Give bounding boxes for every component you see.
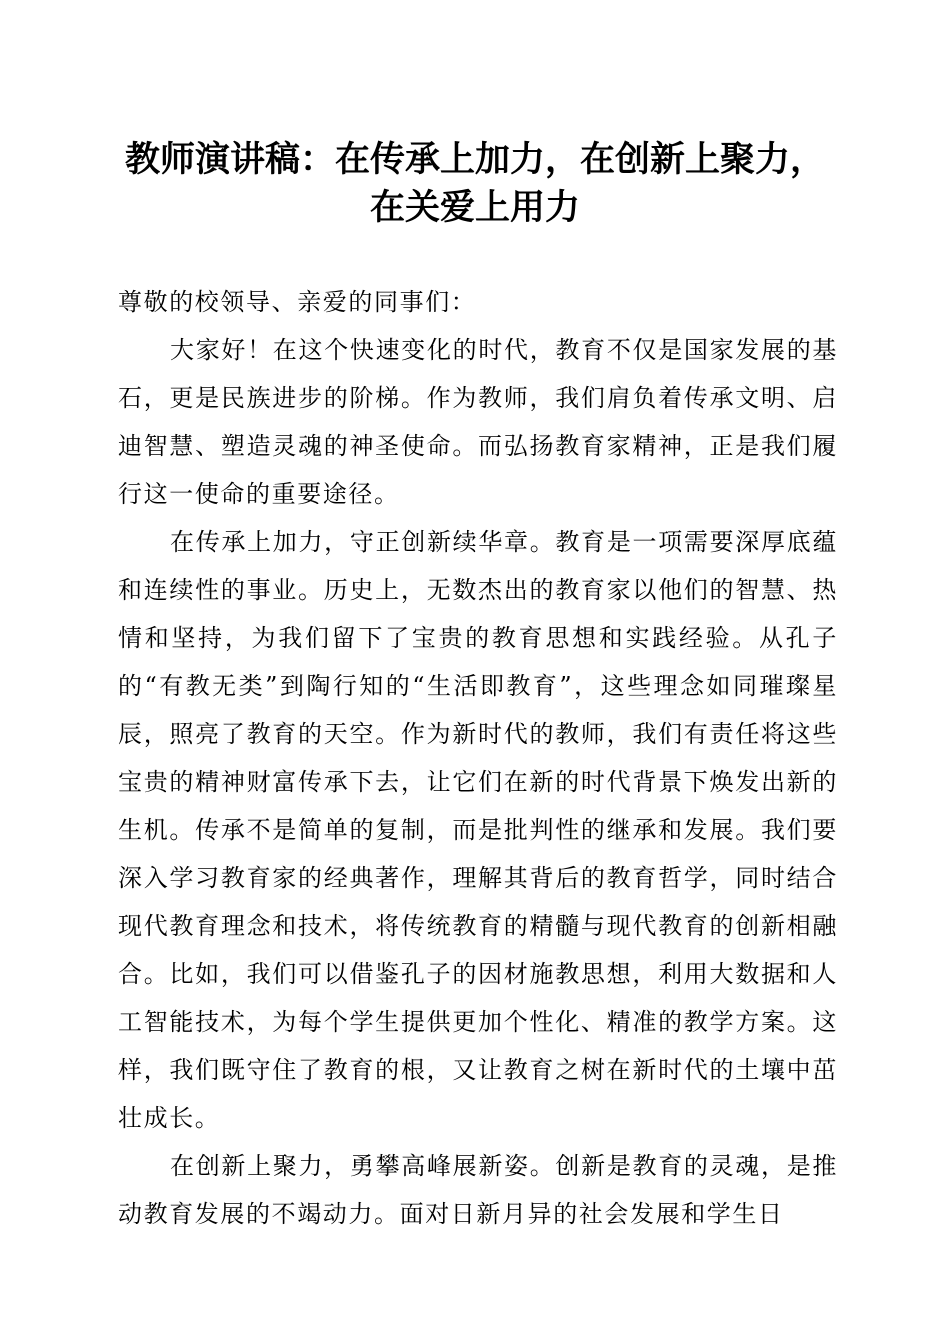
paragraph-greeting: 大家好！在这个快速变化的时代，教育不仅是国家发展的基石，更是民族进步的阶梯。作为教师，我们肩负着传承文明、启迪智慧、塑造灵魂的神圣使命。而弘扬教育家精神，正是我们履行这一使命的重要途径。 [118,336,838,508]
document-body [118,278,838,1238]
salutation: 尊敬的校领导、亲爱的同事们： [118,288,477,316]
paragraph-innovation: 在创新上聚力，勇攀高峰展新姿。创新是教育的灵魂，是推动教育发展的不竭动力。面对日新月异的社会发展和学生日 [118,1152,838,1228]
paragraph-inheritance: 在传承上加力，守正创新续华章。教育是一项需要深厚底蕴和连续性的事业。历史上，无数杰出的教育家以他们的智慧、热情和坚持，为我们留下了宝贵的教育思想和实践经验。从孔子的“有教无类”到陶行知的“生活即教育”，这些理念如同璀璨星辰，照亮了教育的天空。作为新时代的教师，我们有责任将这些宝贵的精神财富传承下去，让它们在新的时代背景下焕发出新的生机。传承不是简单的复制，而是批判性的继承和发展。我们要深入学习教育家的经典著作，理解其背后的教育哲学，同时结合现代教育理念和技术，将传统教育的精髓与现代教育的创新相融合。比如，我们可以借鉴孔子的因材施教思想，利用大数据和人工智能技术，为每个学生提供更加个性化、精准的教学方案。这样，我们既守住了教育的根，又让教育之树在新时代的土壤中茁壮成长。 [118,528,838,1132]
document-title-line-1: 教师演讲稿：在传承上加力，在创新上聚力， [124,139,825,180]
document-title-line-2: 在关爱上用力 [369,187,580,228]
